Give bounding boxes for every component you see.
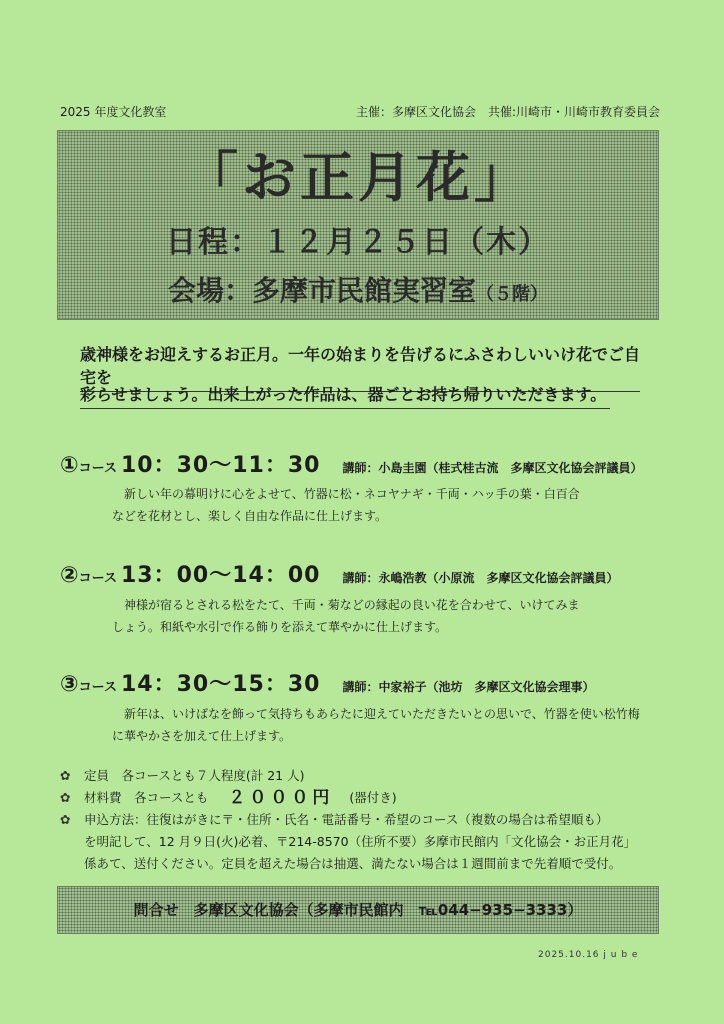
header-year: 2025 年度文化教室 bbox=[60, 105, 167, 119]
course-3-header bbox=[60, 667, 680, 698]
course-3-number: ③ bbox=[60, 672, 79, 697]
contact-box bbox=[57, 886, 659, 934]
capacity-text: 定員 各コースとも７人程度(計 21 人) bbox=[84, 768, 305, 783]
course-2-teacher: 講師：永嶋浩教（小原流 多摩区文化協会評議員） bbox=[342, 571, 619, 585]
capacity-row bbox=[60, 765, 680, 787]
flower-bullet-icon: ✿ bbox=[60, 812, 71, 827]
intro-line-1: 歳神様をお迎えするお正月。一年の始まりを告げるにふさわしいいけ花でご自宅を bbox=[80, 342, 640, 392]
fee-row bbox=[60, 787, 680, 809]
course-1-desc-line-1: 新しい年の幕明けに心をよせて、竹器に松・ネコヤナギ・千両・ハッ手の葉・白百合 bbox=[124, 487, 580, 501]
course-2-desc-line-1: 神様が宿るとされる松をたて、千両・菊などの縁起の良い花を合わせて、いけてみま bbox=[124, 598, 580, 612]
fee-label: 材料費 各コースとも bbox=[84, 790, 209, 805]
course-1-label: コース bbox=[78, 461, 117, 476]
course-3-time: 14：30〜15：30 bbox=[121, 672, 321, 697]
flower-bullet-icon: ✿ bbox=[60, 768, 71, 783]
info-section bbox=[60, 765, 680, 875]
course-3-desc-line-2: に華やかさを加えて仕上げます。 bbox=[112, 729, 292, 743]
course-3-description bbox=[112, 703, 672, 747]
course-1-header bbox=[60, 448, 680, 479]
apply-row bbox=[60, 809, 680, 831]
apply-line-2: を明記して、12 月９日(火)必着、〒214-8570（住所不要）多摩市民館内「文化協会・お正月花」 bbox=[84, 834, 637, 849]
fee-note: (器付き) bbox=[349, 790, 397, 805]
event-title: 「お正月花」 bbox=[184, 146, 532, 209]
apply-line-3: 係あて、送付ください。定員を超えた場合は抽選、満たない場合は１週間前まで先着順で受付。 bbox=[84, 856, 622, 871]
course-2-desc-line-2: しょう。和紙や水引で作る飾りを添えて華やかに仕上げます。 bbox=[112, 620, 448, 634]
fee-amount: ２０００円 bbox=[228, 788, 334, 808]
apply-line-1: 申込方法：往復はがきに〒・住所・氏名・電話番号・希望のコース（複数の場合は希望順も） bbox=[84, 812, 609, 827]
contact-text: 問合せ 多摩区文化協会（多摩市民館内 ℡044−935−3333） bbox=[133, 901, 583, 919]
footer-code: 2025.10.16 j u b e bbox=[538, 950, 639, 960]
venue-name: 会場：多摩市民館実習室 bbox=[167, 274, 476, 307]
header-organizers: 主催：多摩区文化協会 共催:川崎市・川崎市教育委員会 bbox=[355, 105, 660, 119]
course-2-header bbox=[60, 558, 680, 589]
course-1-time: 10：30〜11：30 bbox=[121, 453, 321, 478]
course-2-time: 13：00〜14：00 bbox=[121, 563, 321, 588]
course-2-label: コース bbox=[78, 571, 117, 586]
course-2-description bbox=[112, 594, 612, 638]
venue-floor: （５階） bbox=[476, 284, 548, 305]
event-date: 日程：１２月２５日（木） bbox=[166, 225, 550, 260]
course-1-desc-line-2: などを花材とし、楽しく自由な作品に仕上げます。 bbox=[112, 509, 388, 523]
event-venue bbox=[58, 269, 658, 309]
intro-line-2: 彩らせましょう。出来上がった作品は、器ごとお持ち帰りいただきます。 bbox=[80, 382, 610, 409]
header-line bbox=[60, 103, 660, 120]
course-1-number: ① bbox=[60, 453, 79, 478]
title-banner bbox=[57, 130, 659, 320]
course-3-desc-line-1: 新年は、いけばなを飾って気持ちもあらたに迎えていただきたいとの思いで、竹器を使い松竹梅 bbox=[124, 707, 640, 721]
flower-bullet-icon: ✿ bbox=[60, 790, 71, 805]
course-3-teacher: 講師：中家裕子（池坊 多摩区文化協会理事） bbox=[342, 680, 595, 694]
course-3-label: コース bbox=[78, 680, 117, 695]
course-2-number: ② bbox=[60, 563, 79, 588]
course-1-description bbox=[112, 483, 612, 527]
course-1-teacher: 講師：小島圭園（桂式桂古流 多摩区文化協会評議員） bbox=[342, 461, 643, 475]
